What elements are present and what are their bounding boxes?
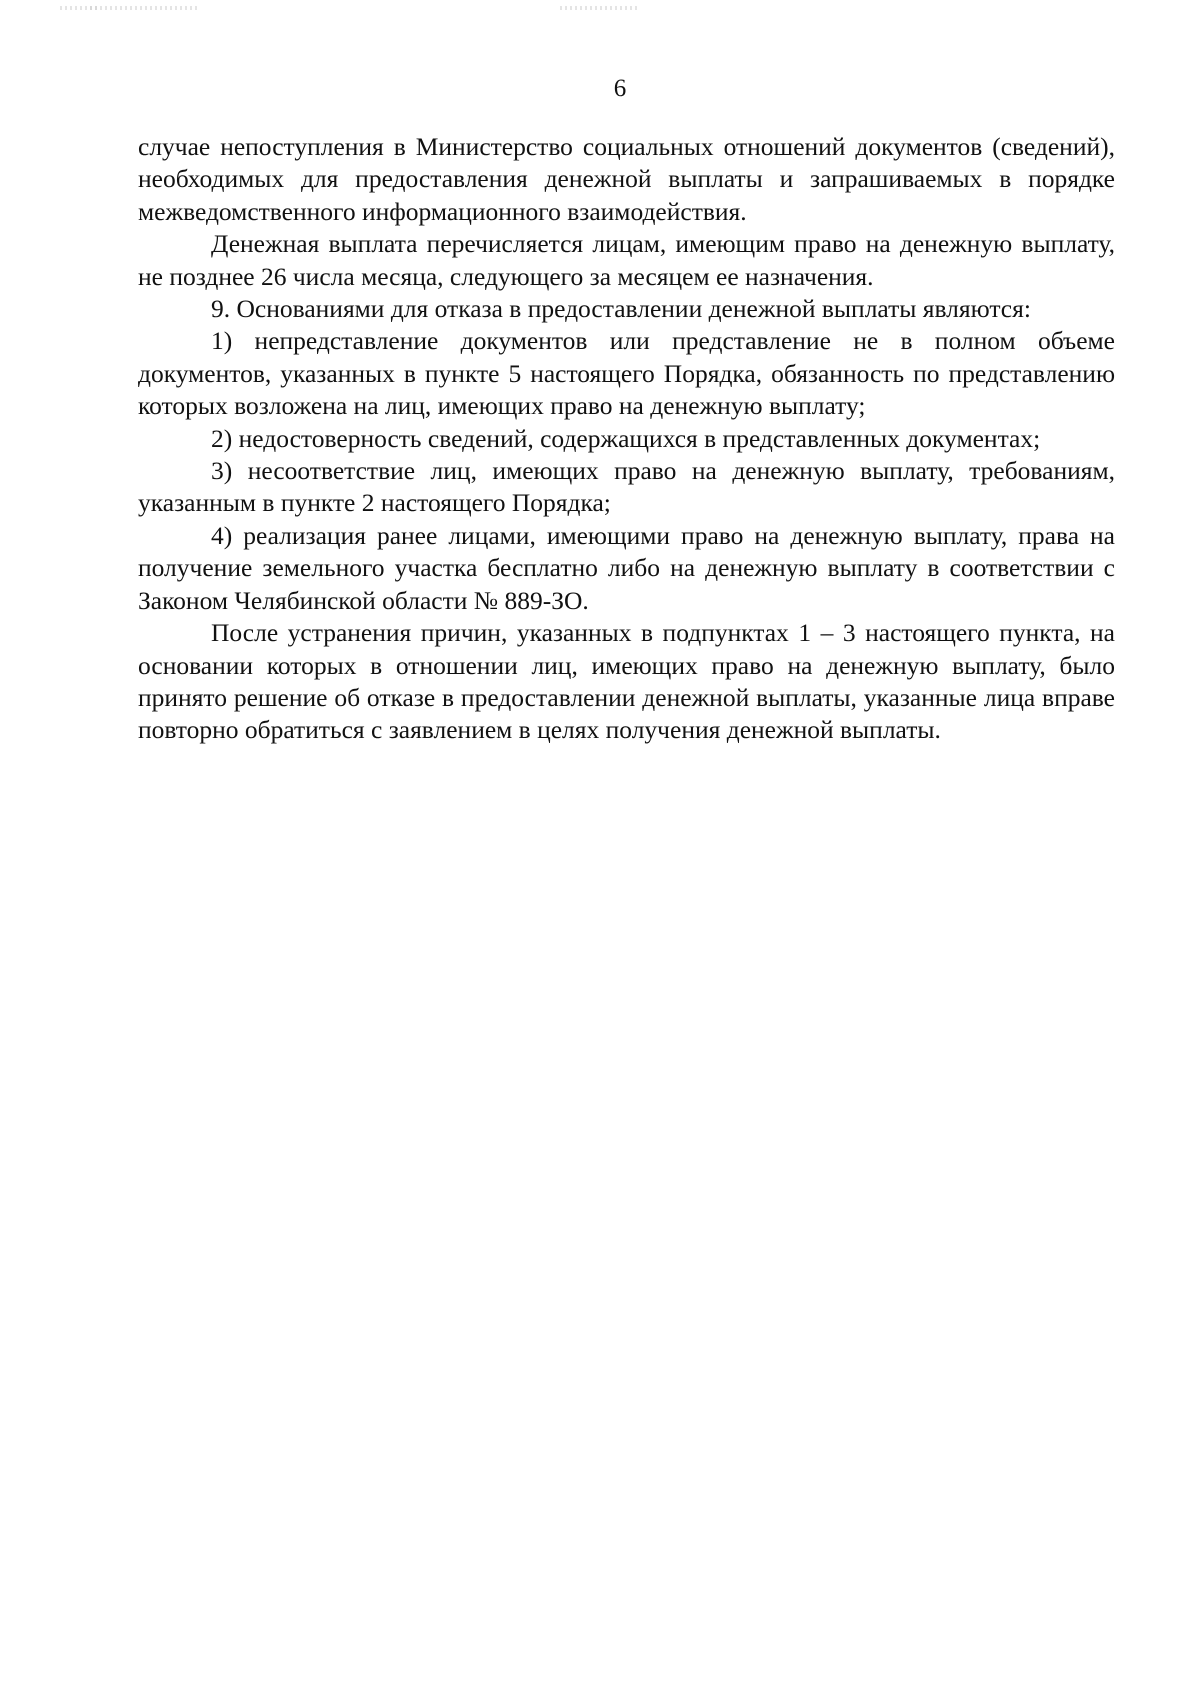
list-item-3: 3) несоответствие лиц, имеющих право на денежную выплату, требованиям, указанным в пункте 2 настоящего Порядка;: [138, 456, 1115, 518]
paragraph-reapply: После устранения причин, указанных в подпунктах 1 – 3 настоящего пункта, на основании которых в отношении лиц, имеющих право на денежную выплату, было принято решение об отказе в предоставлении денежной выплаты, указанные лица вправе повторно обратиться с заявлением в целях получения денежной выплаты.: [138, 618, 1115, 745]
page-number: 6: [613, 75, 627, 102]
scan-artifact: [560, 6, 640, 10]
document-body: [138, 131, 1115, 747]
paragraph-refusal-grounds: 9. Основаниями для отказа в предоставлении денежной выплаты являются:: [211, 294, 1031, 324]
paragraph-continuation: случае непоступления в Министерство социальных отношений документов (сведений), необходимых для предоставления денежной выплаты и запрашиваемых в порядке межведомственного информационного взаимодействия.: [138, 132, 1115, 226]
list-item-4: 4) реализация ранее лицами, имеющими право на денежную выплату, права на получение земельного участка бесплатно либо на денежную выплату в соответствии с Законом Челябинской области № 889-ЗО.: [138, 520, 1115, 615]
scan-artifact: [90, 6, 200, 10]
list-item-2: 2) недостоверность сведений, содержащихся в представленных документах;: [211, 423, 1041, 453]
list-item-1: 1) непредставление документов или представление не в полном объеме документов, указанных в пункте 5 настоящего Порядка, обязанность по представлению которых возложена на лиц, имеющих право на денежную выплату;: [138, 326, 1115, 421]
paragraph-payment-term: Денежная выплата перечисляется лицам, имеющим право на денежную выплату, не позднее 26 числа месяца, следующего за месяцем ее назначения.: [138, 229, 1115, 291]
